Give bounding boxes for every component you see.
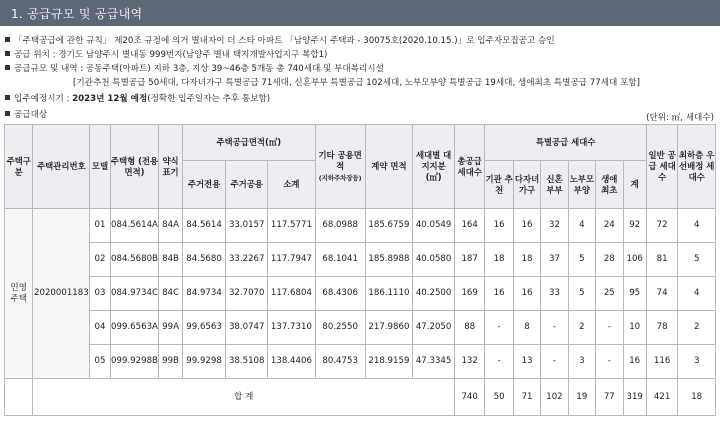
exclusive-cell: 99.6563 [182,311,226,345]
lowest-cell: 4 [678,277,716,311]
bullet-square-icon [5,37,10,42]
section-title-bar [0,0,720,26]
newly-cell: 32 [541,209,568,243]
section-title: 1. 공급규모 및 공급내역 [11,7,143,21]
model-cell: 04 [90,311,110,345]
header-common: 주거공용 [226,161,268,209]
house-kind-cell: 민영 주택 [5,209,33,379]
totals-total-supply: 740 [454,379,484,416]
model-cell: 03 [90,277,110,311]
header-house-type: 주택형 (전용면적) [110,125,159,209]
contract-cell: 186.1110 [365,277,413,311]
header-total-supply: 총공급 세대수 [454,125,484,209]
bullet-square-icon [5,65,10,70]
contract-cell: 218.9159 [365,345,413,379]
header-other-common: 기타 공용면적 (지하주차장등) [315,125,365,209]
general-cell: 78 [646,311,677,345]
inst-cell: 18 [485,243,513,277]
header-type: 주택구분 [5,125,33,209]
management-no-cell: 2020001183 [33,209,90,379]
other-common-cell: 80.4753 [315,345,365,379]
general-cell: 81 [646,243,677,277]
other-common-cell: 68.1041 [315,243,365,277]
inst-cell: 16 [485,277,513,311]
multi-cell: 16 [513,277,540,311]
header-land: 세대별 대지지분 (㎡) [413,125,455,209]
lowest-cell: 5 [678,243,716,277]
header-elder: 노부모 부양 [568,161,595,209]
general-cell: 72 [646,209,677,243]
header-sum: 계 [623,161,646,209]
header-short: 약식 표기 [159,125,182,209]
totals-newly: 102 [541,379,568,416]
short-cell: 84C [159,277,182,311]
totals-general: 421 [646,379,677,416]
header-subtotal: 소계 [268,161,316,209]
supply-table [4,124,716,416]
table-row [5,277,716,311]
house-type-cell: 084.9734C [110,277,159,311]
general-cell: 74 [646,277,677,311]
header-area-group: 주택공급면적(㎡) [182,125,315,161]
land-cell: 40.0580 [413,243,455,277]
sum-cell: 10 [623,311,646,345]
header-newly: 신혼 부부 [541,161,568,209]
header-general: 일반 공급 세대수 [646,125,677,209]
header-contract: 계약 면적 [365,125,413,209]
first-cell: - [596,311,623,345]
land-cell: 40.2500 [413,277,455,311]
bullet-square-icon [5,111,10,116]
unit-note: (단위: ㎡, 세대수) [646,113,714,123]
common-cell: 38.0747 [226,311,268,345]
land-cell: 47.2050 [413,311,455,345]
first-cell: - [596,345,623,379]
common-cell: 33.0157 [226,209,268,243]
first-cell: 25 [596,277,623,311]
bullet-square-icon [5,51,10,56]
note-move-in: 입주예정시기 : 2023년 12월 예정(정확한 입주일자는 추후 통보함) [5,94,270,105]
header-row-1 [5,125,716,161]
totals-sum: 319 [623,379,646,416]
totals-elder: 19 [568,379,595,416]
header-inst: 기관 추천 [485,161,513,209]
note-approval: 「주택공급에 관한 규칙」 제20조 규정에 의거 별내자이 더 스타 아파트 「남양주시 주택과 - 30075호(2020.10.15.)」로 입주자모집공고 승인 [5,36,555,47]
elder-cell: 3 [568,345,595,379]
multi-cell: 18 [513,243,540,277]
common-cell: 33.2267 [226,243,268,277]
other-common-cell: 68.0988 [315,209,365,243]
contract-cell: 185.6759 [365,209,413,243]
other-common-cell: 80.2550 [315,311,365,345]
sum-cell: 92 [623,209,646,243]
totals-row [5,379,716,416]
general-cell: 116 [646,345,677,379]
elder-cell: 4 [568,209,595,243]
totals-multi: 71 [513,379,540,416]
lowest-cell: 3 [678,345,716,379]
table-row [5,311,716,345]
multi-cell: 13 [513,345,540,379]
exclusive-cell: 84.5614 [182,209,226,243]
subtotal-cell: 138.4406 [268,345,316,379]
totals-spacer [5,379,33,416]
inst-cell: - [485,311,513,345]
house-type-cell: 099.9298B [110,345,159,379]
table-row [5,243,716,277]
model-cell: 05 [90,345,110,379]
land-cell: 40.0549 [413,209,455,243]
lowest-cell: 4 [678,209,716,243]
header-exclusive: 주거전용 [182,161,226,209]
header-management-no: 주택관리번호 [33,125,90,209]
newly-cell: - [541,311,568,345]
header-model: 모델 [90,125,110,209]
totals-lowest: 18 [678,379,716,416]
contract-cell: 185.8988 [365,243,413,277]
total-supply-cell: 164 [454,209,484,243]
model-cell: 01 [90,209,110,243]
total-supply-cell: 88 [454,311,484,345]
total-supply-cell: 132 [454,345,484,379]
first-cell: 28 [596,243,623,277]
totals-inst: 50 [485,379,513,416]
subtotal-cell: 117.5771 [268,209,316,243]
elder-cell: 2 [568,311,595,345]
inst-cell: - [485,345,513,379]
header-special-group: 특별공급 세대수 [485,125,646,161]
short-cell: 84A [159,209,182,243]
short-cell: 99B [159,345,182,379]
inst-cell: 16 [485,209,513,243]
totals-label: 합 계 [33,379,454,416]
elder-cell: 5 [568,243,595,277]
sum-cell: 106 [623,243,646,277]
note-special-breakdown: [기관추천 특별공급 50세대, 다자녀가구 특별공급 71세대, 신혼부부 특별공급 102세대, 노부모부양 특별공급 19세대, 생애최초 특별공급 77세대 포함] [73,78,641,88]
note-scale: 공급규모 및 내역 : 공동주택(아파트) 지하 3층, 지상 39~46층 5개동 총 740세대 및 부대복리시설 [5,64,384,75]
short-cell: 84B [159,243,182,277]
model-cell: 02 [90,243,110,277]
house-type-cell: 084.5680B [110,243,159,277]
sum-cell: 95 [623,277,646,311]
subtotal-cell: 117.6804 [268,277,316,311]
header-first: 생애 최초 [596,161,623,209]
newly-cell: 33 [541,277,568,311]
house-type-cell: 099.6563A [110,311,159,345]
other-common-cell: 68.4306 [315,277,365,311]
note-target: 공급대상 [5,110,47,121]
header-lowest: 최하층 우선배정 세대수 [678,125,716,209]
header-other-common-sub: (지하주차장등) [318,173,362,182]
move-in-date: 2023년 12월 예정 [72,94,148,104]
table-row [5,209,716,243]
house-type-cell: 084.5614A [110,209,159,243]
exclusive-cell: 84.9734 [182,277,226,311]
header-multi: 다자녀 가구 [513,161,540,209]
totals-first: 77 [596,379,623,416]
common-cell: 32.7070 [226,277,268,311]
subtotal-cell: 137.7310 [268,311,316,345]
subtotal-cell: 117.7947 [268,243,316,277]
exclusive-cell: 84.5680 [182,243,226,277]
sum-cell: 16 [623,345,646,379]
first-cell: 24 [596,209,623,243]
lowest-cell: 2 [678,311,716,345]
land-cell: 47.3345 [413,345,455,379]
multi-cell: 16 [513,209,540,243]
contract-cell: 217.9860 [365,311,413,345]
short-cell: 99A [159,311,182,345]
exclusive-cell: 99.9298 [182,345,226,379]
note-location: 공급 위치 : 경기도 남양주시 별내동 999번지(남양주 별내 택지개발사업지구 복합1) [5,50,327,61]
table-row [5,345,716,379]
elder-cell: 5 [568,277,595,311]
multi-cell: 8 [513,311,540,345]
newly-cell: - [541,345,568,379]
total-supply-cell: 169 [454,277,484,311]
total-supply-cell: 187 [454,243,484,277]
common-cell: 38.5108 [226,345,268,379]
bullet-square-icon [5,95,10,100]
newly-cell: 37 [541,243,568,277]
